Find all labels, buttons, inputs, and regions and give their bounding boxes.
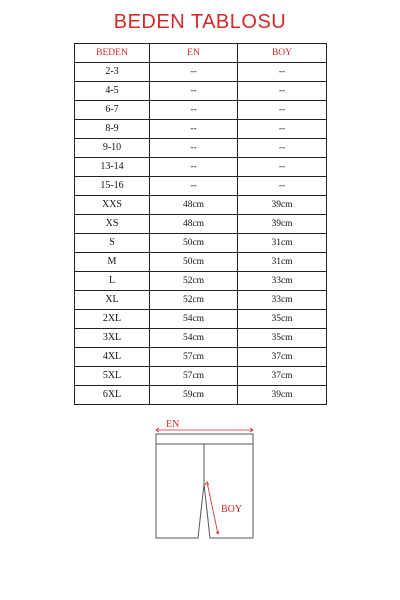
table-row	[75, 348, 327, 367]
en-cell: --	[150, 120, 238, 139]
boy-cell: 39cm	[238, 196, 327, 215]
size-cell: 13-14	[75, 158, 150, 177]
en-cell: 57cm	[150, 367, 238, 386]
table-row	[75, 215, 327, 234]
boy-cell: --	[238, 82, 327, 101]
size-cell: XS	[75, 215, 150, 234]
size-cell: 15-16	[75, 177, 150, 196]
size-cell: 9-10	[75, 139, 150, 158]
table-row	[75, 177, 327, 196]
boy-cell: 39cm	[238, 215, 327, 234]
header-beden: BEDEN	[75, 44, 150, 63]
en-cell: 48cm	[150, 196, 238, 215]
boy-cell: 35cm	[238, 329, 327, 348]
table-row	[75, 386, 327, 405]
size-cell: 2XL	[75, 310, 150, 329]
table-row	[75, 63, 327, 82]
en-cell: --	[150, 139, 238, 158]
size-cell: S	[75, 234, 150, 253]
boy-cell: 31cm	[238, 234, 327, 253]
table-row	[75, 120, 327, 139]
length-label: BOY	[221, 504, 243, 515]
boy-cell: 35cm	[238, 310, 327, 329]
table-row	[75, 101, 327, 120]
boy-cell: 39cm	[238, 386, 327, 405]
en-cell: --	[150, 158, 238, 177]
table-row	[75, 82, 327, 101]
en-cell: --	[150, 63, 238, 82]
boy-cell: --	[238, 139, 327, 158]
en-cell: 54cm	[150, 329, 238, 348]
size-cell: 6XL	[75, 386, 150, 405]
page-title: BEDEN TABLOSU	[113, 11, 287, 33]
size-cell: 3XL	[75, 329, 150, 348]
header-boy: BOY	[238, 44, 327, 63]
en-cell: 50cm	[150, 234, 238, 253]
boy-cell: 33cm	[238, 291, 327, 310]
size-cell: 4-5	[75, 82, 150, 101]
en-cell: --	[150, 82, 238, 101]
table-body	[75, 63, 327, 405]
table-row	[75, 367, 327, 386]
boy-cell: 37cm	[238, 367, 327, 386]
size-cell: L	[75, 272, 150, 291]
width-label: EN	[166, 419, 180, 430]
table-row	[75, 196, 327, 215]
table-row	[75, 234, 327, 253]
size-cell: 8-9	[75, 120, 150, 139]
en-cell: 57cm	[150, 348, 238, 367]
boy-cell: --	[238, 177, 327, 196]
en-cell: 52cm	[150, 272, 238, 291]
boy-cell: --	[238, 101, 327, 120]
size-cell: XL	[75, 291, 150, 310]
size-cell: 5XL	[75, 367, 150, 386]
size-chart-table	[74, 43, 327, 405]
boy-cell: --	[238, 63, 327, 82]
boy-cell: --	[238, 158, 327, 177]
en-cell: 52cm	[150, 291, 238, 310]
boy-cell: 37cm	[238, 348, 327, 367]
shorts-outline-graphic	[140, 416, 260, 546]
table-row	[75, 158, 327, 177]
boy-cell: 31cm	[238, 253, 327, 272]
boy-cell: --	[238, 120, 327, 139]
table-row	[75, 329, 327, 348]
en-cell: 54cm	[150, 310, 238, 329]
size-cell: 6-7	[75, 101, 150, 120]
table-header-row	[75, 44, 327, 63]
en-cell: --	[150, 177, 238, 196]
table-row	[75, 291, 327, 310]
header-en: EN	[150, 44, 238, 63]
size-cell: 4XL	[75, 348, 150, 367]
table-row	[75, 310, 327, 329]
size-cell: 2-3	[75, 63, 150, 82]
table-row	[75, 253, 327, 272]
size-cell: M	[75, 253, 150, 272]
en-cell: --	[150, 101, 238, 120]
boy-cell: 33cm	[238, 272, 327, 291]
en-cell: 50cm	[150, 253, 238, 272]
shorts-measurement-diagram	[140, 416, 260, 546]
table-row	[75, 139, 327, 158]
table-row	[75, 272, 327, 291]
en-cell: 48cm	[150, 215, 238, 234]
en-cell: 59cm	[150, 386, 238, 405]
size-cell: XXS	[75, 196, 150, 215]
